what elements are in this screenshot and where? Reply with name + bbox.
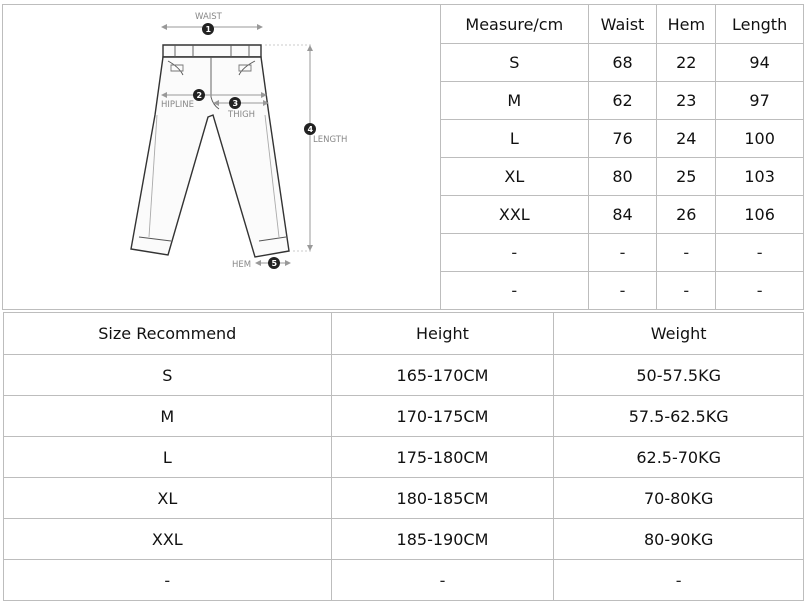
svg-text:2: 2 [196,91,203,100]
table-row [441,196,804,234]
measurement-header-row [441,5,804,44]
hem-cell: 26 [657,196,716,234]
length-cell: 100 [716,120,804,158]
header-hem: Hem [657,5,716,44]
table-row [4,355,804,396]
header-measure: Measure/cm [441,5,589,44]
table-row [441,272,804,310]
table-row [441,120,804,158]
waist-cell: - [588,272,657,310]
size-cell: - [441,234,589,272]
waist-cell: 76 [588,120,657,158]
size-cell: S [4,355,332,396]
weight-cell: - [554,560,804,601]
table-row [4,478,804,519]
table-row [441,234,804,272]
height-cell: 170-175CM [331,396,554,437]
hem-label: HEM [232,260,252,270]
weight-cell: 62.5-70KG [554,437,804,478]
hem-cell: 22 [657,44,716,82]
measurement-table [440,4,804,310]
header-weight: Weight [554,313,804,355]
svg-text:5: 5 [271,259,278,268]
size-cell: L [4,437,332,478]
hem-cell: 24 [657,120,716,158]
weight-cell: 57.5-62.5KG [554,396,804,437]
table-row [441,44,804,82]
length-cell: 94 [716,44,804,82]
size-recommend-table [3,312,804,601]
size-cell: S [441,44,589,82]
height-cell: 185-190CM [331,519,554,560]
waist-label: WAIST [195,12,222,22]
size-cell: - [441,272,589,310]
length-cell: 106 [716,196,804,234]
waist-cell: 84 [588,196,657,234]
hem-cell: - [657,272,716,310]
pants-illustration [3,5,441,309]
pants-measurement-diagram [2,4,441,310]
height-cell: 165-170CM [331,355,554,396]
weight-cell: 80-90KG [554,519,804,560]
length-cell: 97 [716,82,804,120]
waist-cell: 80 [588,158,657,196]
height-cell: 180-185CM [331,478,554,519]
waist-cell: - [588,234,657,272]
hipline-label: HIPLINE [161,100,194,110]
table-row [4,437,804,478]
svg-text:4: 4 [307,125,314,134]
svg-text:1: 1 [205,25,212,34]
table-row [441,82,804,120]
height-cell: - [331,560,554,601]
recommend-header-row [4,313,804,355]
hem-cell: 25 [657,158,716,196]
hem-cell: 23 [657,82,716,120]
size-cell: L [441,120,589,158]
header-length: Length [716,5,804,44]
size-cell: XXL [4,519,332,560]
size-cell: M [4,396,332,437]
table-row [441,158,804,196]
thigh-label: THIGH [228,110,256,120]
weight-cell: 50-57.5KG [554,355,804,396]
size-cell: XXL [441,196,589,234]
length-cell: - [716,234,804,272]
length-cell: - [716,272,804,310]
waist-cell: 68 [588,44,657,82]
size-cell: XL [4,478,332,519]
waist-cell: 62 [588,82,657,120]
length-cell: 103 [716,158,804,196]
table-row [4,519,804,560]
table-row [4,560,804,601]
length-label: LENGTH [313,135,348,145]
size-cell: - [4,560,332,601]
header-size-recommend: Size Recommend [4,313,332,355]
header-height: Height [331,313,554,355]
header-waist: Waist [588,5,657,44]
hem-cell: - [657,234,716,272]
svg-text:3: 3 [232,99,239,108]
table-row [4,396,804,437]
size-cell: XL [441,158,589,196]
weight-cell: 70-80KG [554,478,804,519]
height-cell: 175-180CM [331,437,554,478]
size-cell: M [441,82,589,120]
